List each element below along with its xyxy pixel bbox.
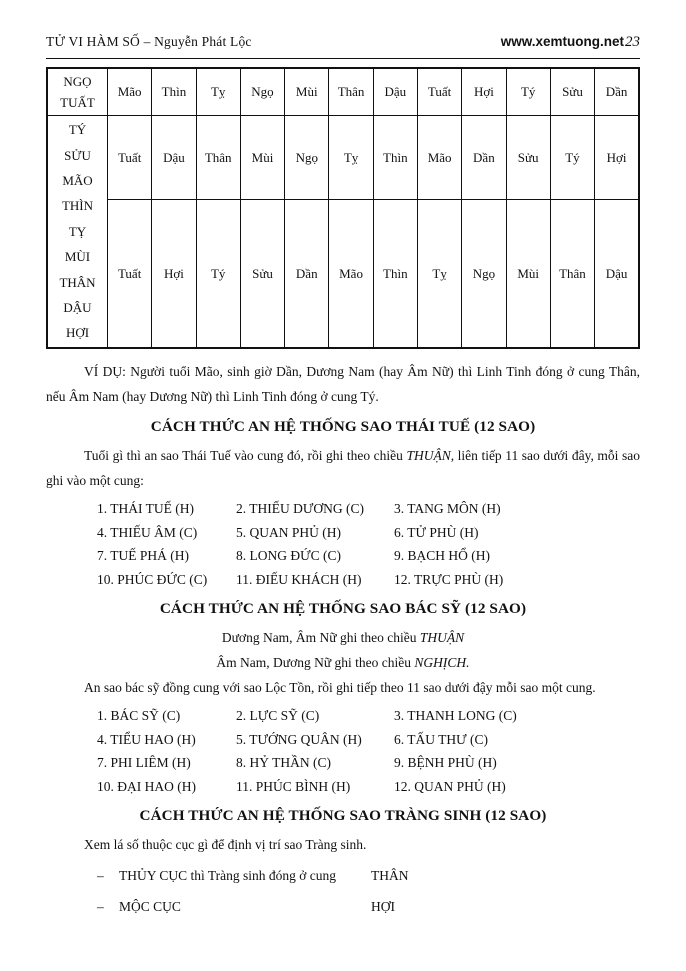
star-item: 5. TƯỚNG QUÂN (H) xyxy=(236,731,362,747)
heading-trang-sinh: CÁCH THỨC AN HỆ THỐNG SAO TRÀNG SINH (12 SAO) xyxy=(139,807,547,824)
bac-sy-rule-nghich xyxy=(46,650,640,675)
table-cell: Sửu xyxy=(506,116,550,200)
star-item: 10. PHÚC ĐỨC (C) xyxy=(97,571,208,587)
star-item: 3. THANH LONG (C) xyxy=(394,708,517,723)
table-cell: Thìn xyxy=(373,200,417,349)
table-cell: Mùi xyxy=(506,200,550,349)
table-cell: Mùi xyxy=(285,68,329,116)
side-line: TỴ xyxy=(68,223,87,239)
star-item: 3. TANG MÔN (H) xyxy=(394,501,501,516)
star-item: 12. QUAN PHỦ (H) xyxy=(394,778,506,794)
corner-line: TUẤT xyxy=(60,95,95,110)
table-cell: Tý xyxy=(506,68,550,116)
table-cell: Mão xyxy=(108,68,152,116)
trang-sinh-intro xyxy=(46,832,640,857)
star-item: 9. BẠCH HỔ (H) xyxy=(394,548,490,563)
star-item: 7. PHI LIÊM (H) xyxy=(97,755,191,770)
table-cell: Tuất xyxy=(108,116,152,200)
table-cell: Hợi xyxy=(595,116,639,200)
table-cell: Thìn xyxy=(373,116,417,200)
table-cell: Dậu xyxy=(595,200,639,349)
table-cell: Ngọ xyxy=(240,68,284,116)
table-cell: Sửu xyxy=(550,68,594,116)
side-line: SỬU xyxy=(64,147,91,163)
table-cell: Hợi xyxy=(462,68,506,116)
thai-tue-intro xyxy=(46,443,640,493)
star-item: 6. TỬ PHÙ (H) xyxy=(394,524,479,540)
trang-sinh-item-moc-cuc xyxy=(97,894,640,919)
side-line: DẬU xyxy=(63,300,92,316)
cung-value: THÂN xyxy=(371,868,409,883)
table-cell: Ngọ xyxy=(462,200,506,349)
example-text: VÍ DỤ: Người tuổi Mão, sinh giờ Dần, Dương Nam (hay Âm Nữ) thì Linh Tinh đóng ở cung Thân, nếu Âm Nam (hay Dương Nữ) thì Linh Tinh đóng ở cung Tý. xyxy=(46,364,640,404)
table-cell: Dần xyxy=(462,116,506,200)
header-divider xyxy=(46,58,640,59)
side-line: MÃO xyxy=(62,172,93,188)
table-cell: Dậu xyxy=(373,68,417,116)
bac-sy-star-list xyxy=(97,704,640,798)
table-cell: Thân xyxy=(329,68,373,116)
table-cell: Mùi xyxy=(240,116,284,200)
page-number: 23 xyxy=(625,34,640,50)
star-item: 7. TUẾ PHÁ (H) xyxy=(97,548,189,563)
table-cell: Ngọ xyxy=(285,116,329,200)
star-item: 5. QUAN PHỦ (H) xyxy=(236,524,341,540)
side-line: TÝ xyxy=(68,122,87,138)
rule-italic-word: NGHỊCH. xyxy=(414,655,470,670)
table-cell: Tuất xyxy=(108,200,152,349)
table-corner-cell xyxy=(47,68,108,116)
table-cell: Dậu xyxy=(152,116,196,200)
star-item: 11. PHÚC BÌNH (H) xyxy=(236,778,351,794)
zodiac-placement-table xyxy=(46,67,640,349)
table-cell: Sửu xyxy=(240,200,284,349)
table-cell: Tuất xyxy=(417,68,461,116)
cuc-label: MỘC CỤC xyxy=(119,899,181,914)
star-item: 4. THIẾU ÂM (C) xyxy=(97,524,198,540)
table-cell: Mão xyxy=(417,116,461,200)
heading-thai-tue: CÁCH THỨC AN HỆ THỐNG SAO THÁI TUẾ (12 SAO) xyxy=(150,418,536,435)
website-url: www.xemtuong.net xyxy=(500,34,624,49)
table-cell: Thân xyxy=(550,200,594,349)
star-item: 2. LỰC SỸ (C) xyxy=(236,708,320,723)
star-item: 2. THIẾU DƯƠNG (C) xyxy=(236,501,364,516)
table-cell: Hợi xyxy=(152,200,196,349)
table-side-cell xyxy=(47,116,108,349)
star-item: 11. ĐIẾU KHÁCH (H) xyxy=(236,571,362,587)
side-line: HỢI xyxy=(65,325,90,341)
star-item: 8. LONG ĐỨC (C) xyxy=(236,548,341,563)
side-line: MÙI xyxy=(64,249,91,265)
star-item: 10. ĐẠI HAO (H) xyxy=(97,778,196,794)
table-cell: Mão xyxy=(329,200,373,349)
star-item: 4. TIỂU HAO (H) xyxy=(97,731,196,747)
bac-sy-rule-thuan xyxy=(46,625,640,650)
table-cell: Dần xyxy=(595,68,639,116)
cuc-label: THỦY CỤC thì Tràng sinh đóng ở cung xyxy=(119,868,337,883)
table-cell: Tý xyxy=(550,116,594,200)
intro-text: Xem lá số thuộc cục gì để định vị trí sao Tràng sinh. xyxy=(84,837,367,852)
corner-line: NGỌ xyxy=(63,74,92,89)
trang-sinh-item-thuy-cuc xyxy=(97,863,640,888)
side-line: THÌN xyxy=(61,198,94,214)
rule-text: Âm Nam, Dương Nữ ghi theo chiều xyxy=(216,655,415,670)
star-item: 6. TẤU THƯ (C) xyxy=(394,731,488,747)
table-cell: Tỵ xyxy=(196,68,240,116)
table-cell: Thìn xyxy=(152,68,196,116)
table-cell: Dần xyxy=(285,200,329,349)
star-item: 1. BÁC SỸ (C) xyxy=(97,708,181,723)
table-cell: Thân xyxy=(196,116,240,200)
dash-mark: – xyxy=(97,868,104,883)
intro-text: Tuổi gì thì an sao Thái Tuế vào cung đó, rồi ghi theo chiều xyxy=(84,448,407,463)
example-paragraph xyxy=(46,359,640,409)
book-title: TỬ VI HÀM SỐ – Nguyễn Phát Lộc xyxy=(46,34,252,49)
star-item: 12. TRỰC PHÙ (H) xyxy=(394,571,504,587)
page-header xyxy=(46,34,640,51)
rule-text: Dương Nam, Âm Nữ ghi theo chiều xyxy=(221,630,420,645)
intro-text: , liên tiếp 11 sao dưới đây, mỗi sao ghi vào một cung: xyxy=(46,448,640,488)
side-line: THÂN xyxy=(59,274,96,290)
star-item: 9. BỆNH PHÙ (H) xyxy=(394,755,497,770)
heading-bac-sy: CÁCH THỨC AN HỆ THỐNG SAO BÁC SỸ (12 SAO) xyxy=(159,600,527,617)
intro-italic-word: THUẬN xyxy=(406,448,451,463)
table-cell: Tỵ xyxy=(417,200,461,349)
thai-tue-star-list xyxy=(97,497,640,591)
rule-italic-word: THUẬN xyxy=(419,630,465,645)
table-cell: Tỵ xyxy=(329,116,373,200)
table-cell: Tý xyxy=(196,200,240,349)
star-item: 1. THÁI TUẾ (H) xyxy=(97,501,194,516)
star-item: 8. HỶ THẦN (C) xyxy=(236,755,331,770)
bac-sy-intro xyxy=(46,675,640,700)
dash-mark: – xyxy=(97,899,104,914)
intro-text: An sao bác sỹ đồng cung với sao Lộc Tồn, rồi ghi tiếp theo 11 sao dưới đậy mỗi sao một cung. xyxy=(84,680,596,695)
cung-value: HỢI xyxy=(371,899,395,914)
